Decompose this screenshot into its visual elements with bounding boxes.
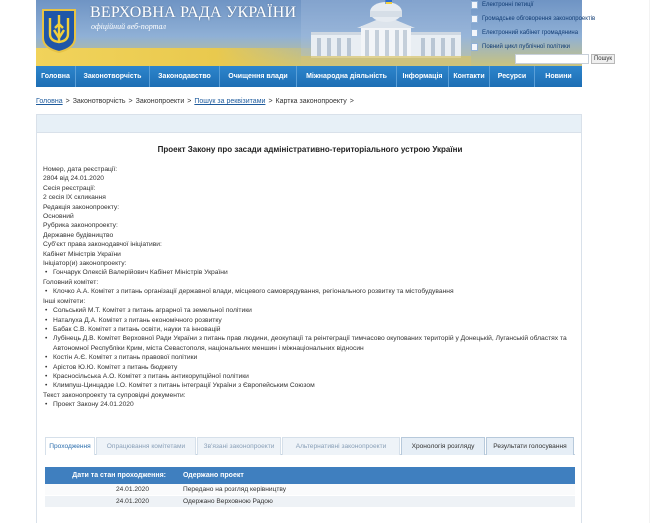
committee-item: • Красносільська А.О. Комітет з питань антикорупційної політики <box>43 372 577 381</box>
cabinet-icon <box>471 29 478 37</box>
edition-value: Основний <box>43 213 74 221</box>
tab-passage[interactable]: Проходження <box>45 437 95 455</box>
stage-table-header <box>45 467 575 484</box>
main-committee-list <box>43 287 577 296</box>
nav-item-information[interactable]: Інформація <box>397 66 449 87</box>
nav-item-lustration[interactable]: Очищення влади <box>220 66 297 87</box>
stage-date-header: Дати та стан проходження: <box>72 472 166 479</box>
document-link[interactable]: • Проект Закону 24.01.2020 <box>43 400 577 409</box>
session-value: 2 сесія IX скликання <box>43 194 106 202</box>
main-nav <box>36 66 582 87</box>
nav-item-resources[interactable]: Ресурси <box>490 66 535 87</box>
parliament-building-image <box>301 0 471 66</box>
nav-item-news[interactable]: Новини <box>545 73 572 80</box>
bill-tabs <box>45 437 575 455</box>
table-row <box>45 484 575 496</box>
stage-status-header: Одержано проект <box>183 472 244 479</box>
initiators-list <box>43 268 577 277</box>
stage-event: Одержано Верховною Радою <box>183 498 273 505</box>
initiator-item: • Гончарук Олексій Валерійович Кабінет Міністрів України <box>43 268 577 277</box>
discussion-icon <box>471 15 478 23</box>
breadcrumb-search[interactable]: Пошук за реквізитами <box>194 98 266 105</box>
stage-table <box>45 467 575 508</box>
card-top-bar <box>37 115 581 133</box>
tab-committee-processing[interactable]: Опрацювання комітетами <box>96 437 196 455</box>
session-label: Сесія реєстрації: <box>43 184 96 192</box>
table-row <box>45 496 575 508</box>
bill-card <box>36 114 582 523</box>
search-button[interactable]: Пошук <box>591 54 615 64</box>
quick-link-label: Повний цикл публічної політики <box>482 44 570 50</box>
subject-label: Суб'єкт права законодавчої ініціативи: <box>43 241 162 249</box>
committee-item: • Арістов Ю.Ю. Комітет з питань бюджету <box>43 363 577 372</box>
number-value: 2804 від 24.01.2020 <box>43 175 105 183</box>
bill-details <box>43 165 577 410</box>
petition-icon <box>471 1 478 9</box>
quick-link-label: Громадське обговорення законопроектів <box>482 16 596 22</box>
breadcrumb-bill-card: Картка законопроекту <box>275 98 347 105</box>
committee-item: • Климпуш-Цинцадзе І.О. Комітет з питань інтеграції України з Європейським Союзом <box>43 381 577 390</box>
texts-list <box>43 400 577 409</box>
texts-label: Текст законопроекту та супровідні документи: <box>43 391 186 399</box>
main-committee-item: • Клочко А.А. Комітет з питань організації державної влади, місцевого самоврядування, регіонального розвитку та містобудування <box>43 287 577 296</box>
other-committees-label: Інші комітети: <box>43 297 86 305</box>
quick-link-discussion[interactable] <box>471 14 618 24</box>
committee-item: • Лубінець Д.В. Комітет Верховної Ради України з питань прав людини, деокупації та реінтеграції тимчасово окупованих територій у Донецькій, Луганській областях та Автономної Республіки Крим, міста Севастополя, національних меншин і міжнаціональних відносин <box>43 334 577 353</box>
breadcrumb-home[interactable]: Головна <box>36 98 63 105</box>
tab-related-bills[interactable]: Зв'язані законопроекти <box>197 437 281 455</box>
nav-item-home[interactable]: Головна <box>36 66 76 87</box>
quick-link-petitions[interactable] <box>471 0 618 10</box>
header-gold-band <box>36 48 336 66</box>
committee-item: • Сольський М.Т. Комітет з питань аграрної та земельної політики <box>43 306 577 315</box>
coat-of-arms-icon[interactable] <box>41 8 77 54</box>
stage-event: Передано на розгляд керівництву <box>183 486 287 493</box>
committee-item: • Костін А.Є. Комітет з питань правової політики <box>43 353 577 362</box>
tab-alternative-bills[interactable]: Альтернативні законопроекти <box>282 437 400 455</box>
bill-title: Проект Закону про засади адміністративно-територіального устрою України <box>157 145 463 154</box>
breadcrumb: Головна > Законотворчість > Законопроекти > Пошук за реквізитами > Картка законопроекту > <box>36 98 354 105</box>
site-header <box>36 0 613 66</box>
search-input[interactable] <box>515 54 589 64</box>
quick-link-policy-cycle[interactable] <box>471 42 618 52</box>
nav-item-international[interactable]: Міжнародна діяльність <box>297 66 397 87</box>
rubric-value: Державне будівництво <box>43 231 114 239</box>
quick-link-label: Електронні петиції <box>482 2 534 8</box>
main-committee-label: Головний комітет: <box>43 278 99 286</box>
committee-item: • Бабак С.В. Комітет з питань освіти, науки та інновацій <box>43 325 577 334</box>
rubric-label: Рубрика законопроекту: <box>43 222 118 230</box>
quick-link-cabinet[interactable] <box>471 28 618 38</box>
nav-item-contacts[interactable]: Контакти <box>449 66 490 87</box>
stage-date: 24.01.2020 <box>115 486 149 493</box>
nav-item-lawmaking[interactable]: Законотворчість <box>76 66 150 87</box>
tab-chronology[interactable]: Хронологія розгляду <box>401 437 485 455</box>
quick-link-label: Електронний кабінет громадянина <box>482 30 579 36</box>
edition-label: Редакція законопроекту: <box>43 203 120 211</box>
other-committees-list <box>43 306 577 391</box>
site-title[interactable]: ВЕРХОВНА РАДА УКРАЇНИ <box>90 4 297 21</box>
number-label: Номер, дата реєстрації: <box>43 166 118 173</box>
site-subtitle: офіційний веб-портал <box>91 22 166 31</box>
nav-item-legislation[interactable]: Законодавство <box>150 66 220 87</box>
subject-value: Кабінет Міністрів України <box>43 250 121 258</box>
breadcrumb-bills: Законопроекти <box>135 98 185 105</box>
committee-item: • Наталуха Д.А. Комітет з питань економічного розвитку <box>43 316 577 325</box>
quick-links <box>471 0 618 56</box>
initiators-label: Ініціатор(и) законопроекту: <box>43 260 127 268</box>
breadcrumb-lawmaking: Законотворчість <box>72 98 126 105</box>
tab-voting-results[interactable]: Результати голосування <box>486 437 574 455</box>
cycle-icon <box>471 43 478 51</box>
stage-date: 24.01.2020 <box>115 498 149 505</box>
